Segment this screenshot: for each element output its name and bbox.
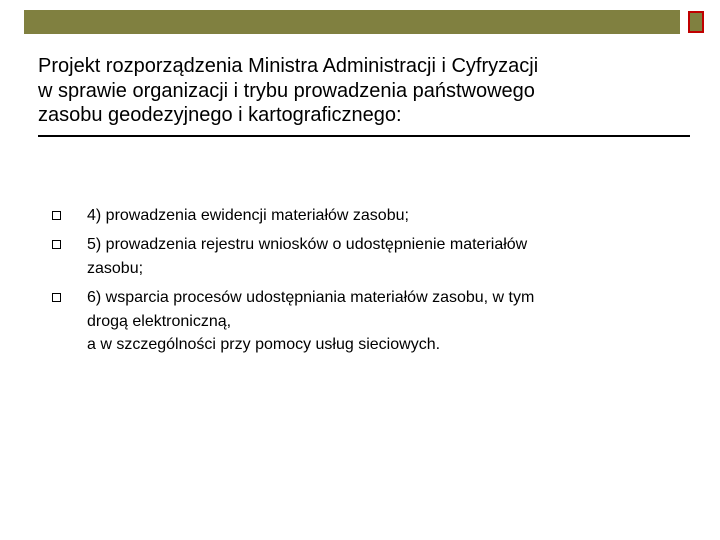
list-item-text bbox=[87, 204, 687, 228]
top-accent-bar bbox=[24, 10, 680, 34]
slide-title-line: zasobu geodezyjnego i kartograficznego: bbox=[38, 104, 402, 126]
top-accent-square bbox=[688, 11, 704, 33]
hollow-square-icon bbox=[52, 293, 61, 302]
title-underline bbox=[38, 135, 690, 137]
list-item-line: zasobu; bbox=[87, 259, 144, 277]
slide-title-line: w sprawie organizacji i trybu prowadzenia państwowego bbox=[38, 79, 535, 102]
list-item-line: 5) prowadzenia rejestru wniosków o udostępnienie materiałów bbox=[87, 236, 528, 253]
slide-title-line: Projekt rozporządzenia Ministra Administracji i Cyfryzacji bbox=[38, 55, 539, 77]
list-item-line: 4) prowadzenia ewidencji materiałów zasobu; bbox=[87, 207, 409, 224]
list-item-line: a w szczególności przy pomocy usług sieciowych. bbox=[87, 336, 441, 353]
hollow-square-icon bbox=[52, 240, 61, 249]
hollow-square-icon bbox=[52, 211, 61, 220]
slide-title bbox=[38, 54, 698, 128]
list-item-text bbox=[87, 286, 687, 357]
list-item-line: 6) wsparcia procesów udostępniania materiałów zasobu, w tym bbox=[87, 289, 535, 306]
list-item-text bbox=[87, 233, 687, 280]
list-item-line: drogą elektroniczną, bbox=[87, 312, 232, 330]
